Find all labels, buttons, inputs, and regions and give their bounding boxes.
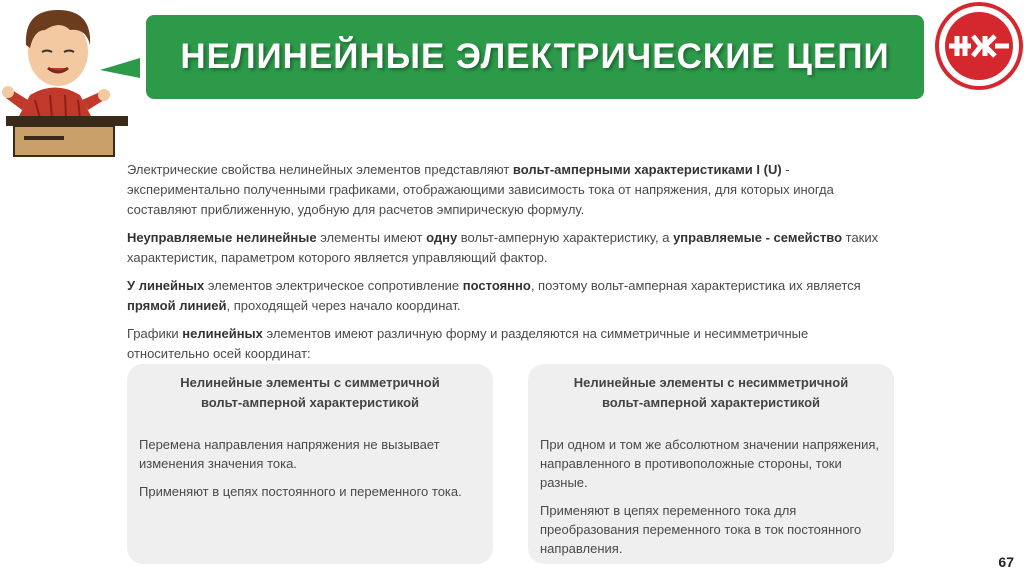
card-paragraph: Применяют в цепях переменного тока для преобразования переменного тока в ток постоянного направления. bbox=[540, 503, 862, 556]
paragraph-controlled-elements bbox=[127, 228, 887, 268]
text-run: элементов электрическое сопротивление bbox=[204, 278, 463, 293]
bold-run: вольт-амперными характеристиками I (U) bbox=[512, 162, 782, 177]
text-run: , проходящей через начало координат. bbox=[226, 298, 461, 313]
paragraph-linear-elements bbox=[127, 276, 887, 316]
asymmetric-elements-card bbox=[528, 364, 894, 564]
bold-run: постоянно bbox=[462, 278, 531, 293]
card-paragraph: Применяют в цепях постоянного и переменного тока. bbox=[139, 484, 462, 499]
symmetric-elements-card bbox=[127, 364, 493, 564]
text-run: элементы имеют bbox=[316, 230, 427, 245]
bold-run: нелинейных bbox=[182, 326, 263, 341]
text-run: элементов имеют различную форму и разделяются на симметричные и несимметричные относительно осей координат: bbox=[127, 326, 809, 361]
card-body bbox=[528, 435, 894, 558]
bold-run: одну bbox=[426, 230, 458, 245]
card-title-line: Нелинейные элементы с симметричной bbox=[180, 375, 440, 390]
card-title-line: Нелинейные элементы с несимметричной bbox=[573, 375, 849, 390]
bold-run: прямой линией bbox=[127, 298, 227, 313]
text-run: вольт-амперную характеристику, а bbox=[457, 230, 674, 245]
text-run: таких характеристик, параметром которого является управляющий фактор. bbox=[127, 230, 879, 265]
card-paragraph: Перемена направления напряжения не вызывает изменения значения тока. bbox=[139, 437, 440, 471]
card-paragraph: При одном и том же абсолютном значении напряжения, направленного в противоположные стороны, токи разные. bbox=[540, 437, 880, 490]
title-banner bbox=[146, 15, 924, 99]
card-title-line: вольт-амперной характеристикой bbox=[601, 395, 821, 410]
page-title: НЕЛИНЕЙНЫЕ ЭЛЕКТРИЧЕСКИЕ ЦЕПИ bbox=[180, 37, 890, 76]
bold-run: У линейных bbox=[127, 278, 205, 293]
card-body bbox=[127, 435, 493, 501]
text-run: Графики bbox=[127, 326, 183, 341]
text-run: , поэтому вольт-амперная характеристика их является bbox=[530, 278, 861, 293]
text-run: - экспериментально полученными графиками, отображающими зависимость тока от напряжения, для которых иногда составляют приближенную, удобную для расчетов эмпирическую формулу. bbox=[127, 162, 834, 217]
card-title-line: вольт-амперной характеристикой bbox=[200, 395, 420, 410]
bold-run: Неуправляемые нелинейные bbox=[127, 230, 317, 245]
paragraph-iv-characteristics bbox=[127, 160, 887, 220]
text-run: Электрические свойства нелинейных элементов представляют bbox=[127, 162, 513, 177]
college-logo-icon bbox=[935, 2, 1023, 90]
card-title bbox=[528, 373, 894, 413]
cartoon-teacher-icon bbox=[0, 0, 140, 160]
bold-run: управляемые - семейство bbox=[673, 230, 843, 245]
page-number: 67 bbox=[998, 554, 1014, 570]
card-title bbox=[127, 373, 493, 413]
paragraph-graph-shapes bbox=[127, 324, 887, 364]
body-text bbox=[127, 160, 887, 372]
